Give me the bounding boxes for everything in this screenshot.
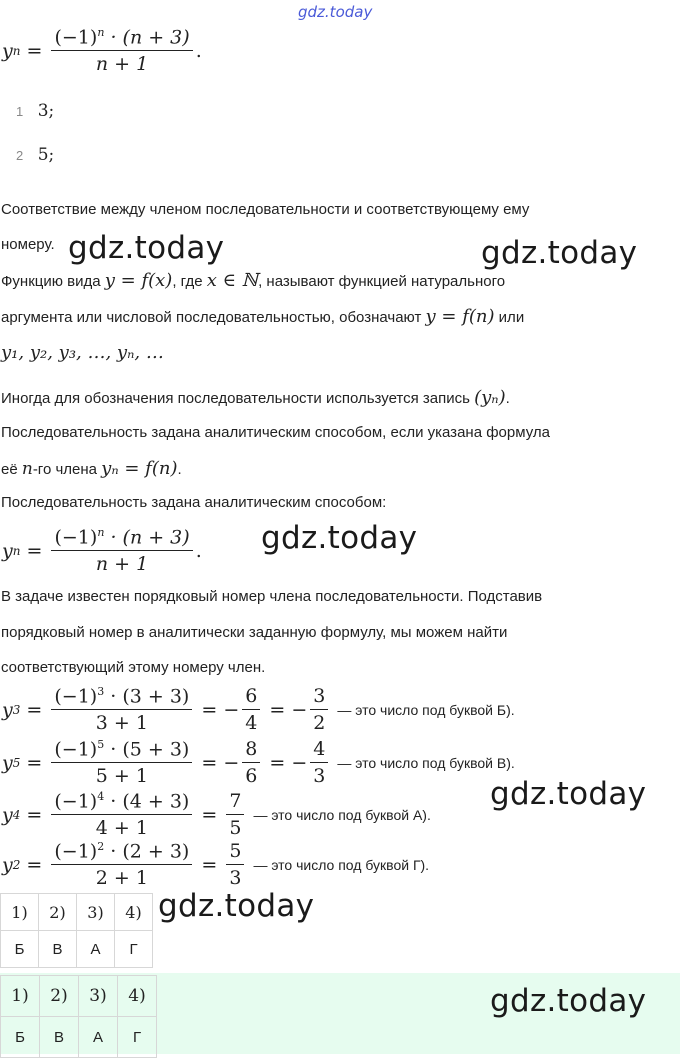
paragraph-solution-line2: порядковый номер в аналитически заданную формулу, мы можем найти (1, 624, 508, 641)
paragraph-given: Последовательность задана аналитическим способом: (1, 494, 387, 511)
calc-y2: y 2 = $\frac{(-1)^2 \cdot (2 + 3)}{2 + 1}$ = $\frac{5}{3}$ — это число под буквой Г). (2, 840, 430, 890)
table-header-cell: 3) (77, 894, 115, 931)
paragraph-solution: В задаче известен порядковый номер члена последовательности. Подставив (1, 588, 543, 605)
formula-yn-2: y n = $\frac{(-1)^n \cdot (n + 3)}{n + 1}$ . (2, 526, 202, 576)
paragraph-answer-end: номеру. (1, 236, 55, 253)
watermark: gdz.today (490, 776, 647, 812)
table-header-cell: 4) (115, 894, 153, 931)
table-header-cell: 4) (118, 976, 157, 1017)
calc-y4: y 4 = $\frac{(-1)^4 \cdot (4 + 3)}{4 + 1}$ = $\frac{7}{5}$ — это число под буквой А). (2, 790, 431, 840)
table-cell: А (79, 1017, 118, 1058)
paragraph-analytic: Последовательность задана аналитическим способом, если указана формула (1, 424, 550, 441)
watermark: gdz.today (490, 983, 647, 1019)
formula-yn: y n = $\frac{(-1)^n \cdot (n + 3)}{n + 1}$ . (2, 26, 202, 76)
table-cell: Г (118, 1017, 157, 1058)
sequence-notation: y₁, y₂, y₃, …, yₙ, … (1, 342, 164, 363)
table-header-cell: 1) (1, 976, 40, 1017)
table-cell: Б (1, 1017, 40, 1058)
watermark: gdz.today (68, 230, 225, 266)
watermark-top: gdz.today (298, 3, 373, 21)
table-header-cell: 3) (79, 976, 118, 1017)
paragraph-answer: Соответствие между членом последовательности и соответствующему ему (1, 201, 530, 218)
watermark: gdz.today (481, 235, 638, 271)
table-cell: Г (115, 931, 153, 968)
paragraph-definition-line2: аргумента или числовой последовательностью, обозначают y = f(n) или (1, 306, 525, 327)
paragraph-analytic-line2: её n-го члена yₙ = f(n). (1, 458, 182, 479)
watermark: gdz.today (158, 888, 315, 924)
paragraph-solution-line3: соответствующий этому номеру член. (1, 659, 266, 676)
final-answer-table (0, 975, 157, 1058)
table-header-cell: 2) (39, 894, 77, 931)
table-cell: А (77, 931, 115, 968)
table-cell: Б (1, 931, 39, 968)
table-cell: В (39, 931, 77, 968)
table-header-cell: 2) (40, 976, 79, 1017)
watermark: gdz.today (261, 520, 418, 556)
paragraph-notation: Иногда для обозначения последовательности используется запись (yₙ). (1, 387, 510, 408)
calc-y3: y 3 = $\frac{(-1)^3 \cdot (3 + 3)}{3 + 1}$ = − $\frac{6}{4}$ = − $\frac{3}{2}$ — это число под буквой Б). (2, 685, 515, 735)
list-item: 2 5; (16, 145, 55, 165)
answer-table (0, 893, 153, 968)
list-item: 1 3; (16, 101, 55, 121)
paragraph-definition: Функцию вида y = f(x), где x ∈ ℕ, называют функцией натурального (1, 270, 506, 291)
table-header-cell: 1) (1, 894, 39, 931)
calc-y5: y 5 = $\frac{(-1)^5 \cdot (5 + 3)}{5 + 1}$ = − $\frac{8}{6}$ = − $\frac{4}{3}$ — это число под буквой В). (2, 738, 515, 788)
table-cell: В (40, 1017, 79, 1058)
